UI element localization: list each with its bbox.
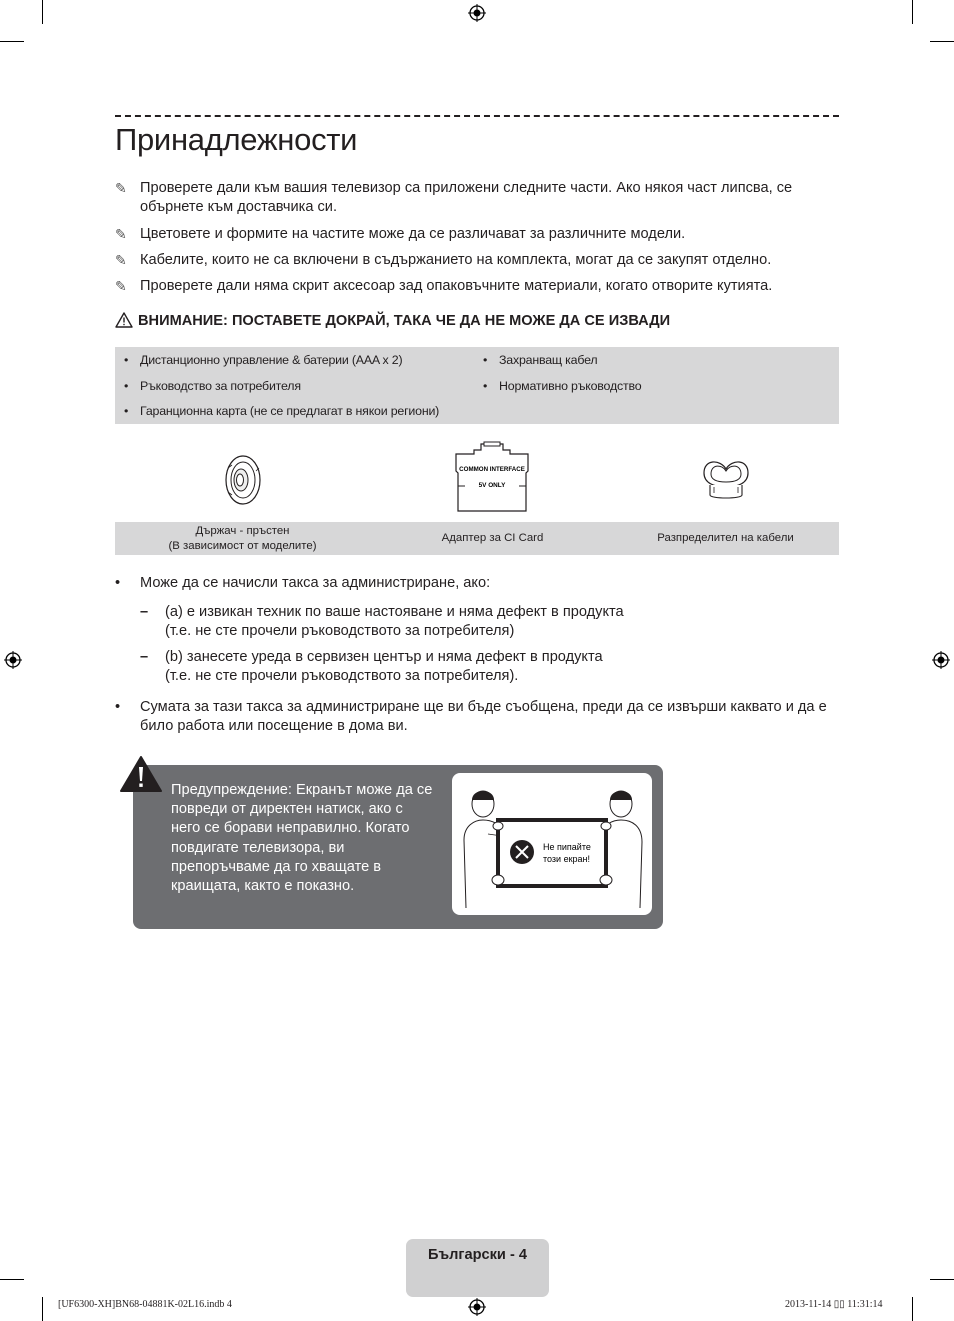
list-item (483, 379, 641, 393)
bullet: • (115, 575, 121, 591)
crop-mark (42, 1297, 43, 1321)
caption-line: Държач - пръстен (195, 525, 290, 537)
list-item (124, 353, 402, 367)
pencil-note-icon: ✎ (115, 226, 127, 242)
fee-intro-text: Може да се начисли такса за администриране, ако: (140, 575, 491, 591)
bullet: • (483, 379, 488, 393)
list-item-text: Ръководство за потребителя (140, 379, 301, 393)
dash: – (140, 649, 149, 665)
list-item (124, 404, 439, 418)
warning-text: Предупреждение: Екранът може да се повреди от директен натиск, ако с него се борави неправилно. Когато повдигате телевизора, ви препоръчваме да го хващате в краищата, както е показно. (171, 782, 433, 895)
caution-text: ВНИМАНИЕ: ПОСТАВЕТЕ ДОКРАЙ, ТАКА ЧЕ ДА НЕ МОЖЕ ДА СЕ ИЗВАДИ (138, 313, 671, 329)
fee-intro (115, 574, 839, 593)
dash: – (140, 604, 149, 620)
print-slug-left: [UF6300-XH]BN68-04881K-02L16.indb 4 (58, 1299, 232, 1310)
crop-mark (42, 0, 43, 24)
note-item (115, 277, 839, 296)
caption-holder-ring (140, 524, 345, 554)
note-item (115, 251, 839, 270)
note-text: Проверете дали към вашия телевизор са приложени следните части. Ако някоя част липсва, се обърнете към доставчика си. (140, 180, 793, 215)
bullet: • (124, 404, 129, 418)
fee-case-line: (a) е извикан техник по ваше настояване и няма дефект в продукта (165, 604, 624, 620)
list-item (483, 353, 597, 367)
list-item-text: Гаранционна карта (не се предлагат в някои региони) (140, 404, 440, 418)
list-item-text: Нормативно ръководство (499, 379, 642, 393)
fee-case-line: (т.е. не сте прочели ръководството за потребителя). (165, 668, 519, 684)
fee-case-line: (т.е. не сте прочели ръководството за потребителя) (165, 623, 515, 639)
bullet: • (124, 379, 129, 393)
screen-label-line: този екран! (543, 854, 591, 864)
pencil-note-icon: ✎ (115, 278, 127, 294)
registration-mark-icon (468, 4, 486, 22)
caution-heading (115, 312, 670, 329)
crop-mark (912, 0, 913, 24)
note-item (115, 179, 839, 217)
ci-card-label-common-interface: COMMON INTERFACE (459, 466, 525, 473)
bullet: • (483, 353, 488, 367)
two-people-holding-tv-illustration (458, 780, 648, 910)
list-item (124, 379, 301, 393)
crop-mark (930, 41, 954, 42)
bullet: • (124, 353, 129, 367)
crop-mark (0, 41, 24, 42)
note-text: Цветовете и формите на частите може да се различават за различните модели. (140, 226, 686, 242)
pencil-note-icon: ✎ (115, 180, 127, 196)
fee-outro (115, 698, 839, 736)
note-text: Кабелите, които не са включени в съдържанието на комплекта, могат да се закупят отделно. (140, 252, 772, 268)
crop-mark (912, 1297, 913, 1321)
fee-case (140, 648, 839, 686)
fee-case-line: (b) занесете уреда в сервизен център и няма дефект в продукта (165, 649, 603, 665)
note-item (115, 225, 839, 244)
page-number-label: Български - 4 (428, 1247, 527, 1263)
bullet: • (115, 699, 121, 715)
list-item-text: Дистанционно управление & батерии (AAA x 2) (140, 353, 403, 367)
registration-mark-icon (4, 651, 22, 669)
warning-triangle-icon (115, 312, 133, 328)
page-title: Принадлежности (115, 122, 358, 157)
registration-mark-icon (932, 651, 950, 669)
fee-case (140, 603, 839, 641)
caption-line: (В зависимост от моделите) (168, 540, 317, 552)
section-divider (115, 115, 839, 117)
cable-holder-illustration (700, 457, 752, 501)
caption-line: Разпределител на кабели (657, 532, 794, 544)
ci-card-adapter-illustration (453, 441, 531, 516)
screen-label-line: Не пипайте (543, 842, 591, 852)
list-item-text: Захранващ кабел (499, 353, 598, 367)
note-text: Проверете дали няма скрит аксесоар зад опаковъчните материали, когато отворите кутията. (140, 278, 773, 294)
registration-mark-icon (468, 1298, 486, 1316)
crop-mark (930, 1279, 954, 1280)
caption-line: Адаптер за CI Card (441, 532, 544, 544)
exclamation-warning-icon (119, 755, 163, 793)
fee-outro-text: Сумата за тази такса за администриране ще ви бъде съобщена, преди да се извърши каквато и да е било работа или посещение в дома ви. (140, 699, 827, 734)
ci-card-label-5v-only: 5V ONLY (478, 482, 506, 489)
holder-ring-illustration (222, 453, 264, 507)
print-slug-right: 2013-11-14 ▯▯ 11:31:14 (785, 1299, 883, 1310)
crop-mark (0, 1279, 24, 1280)
caption-cable-holder (623, 531, 828, 546)
caption-ci-card (390, 531, 595, 546)
pencil-note-icon: ✎ (115, 252, 127, 268)
